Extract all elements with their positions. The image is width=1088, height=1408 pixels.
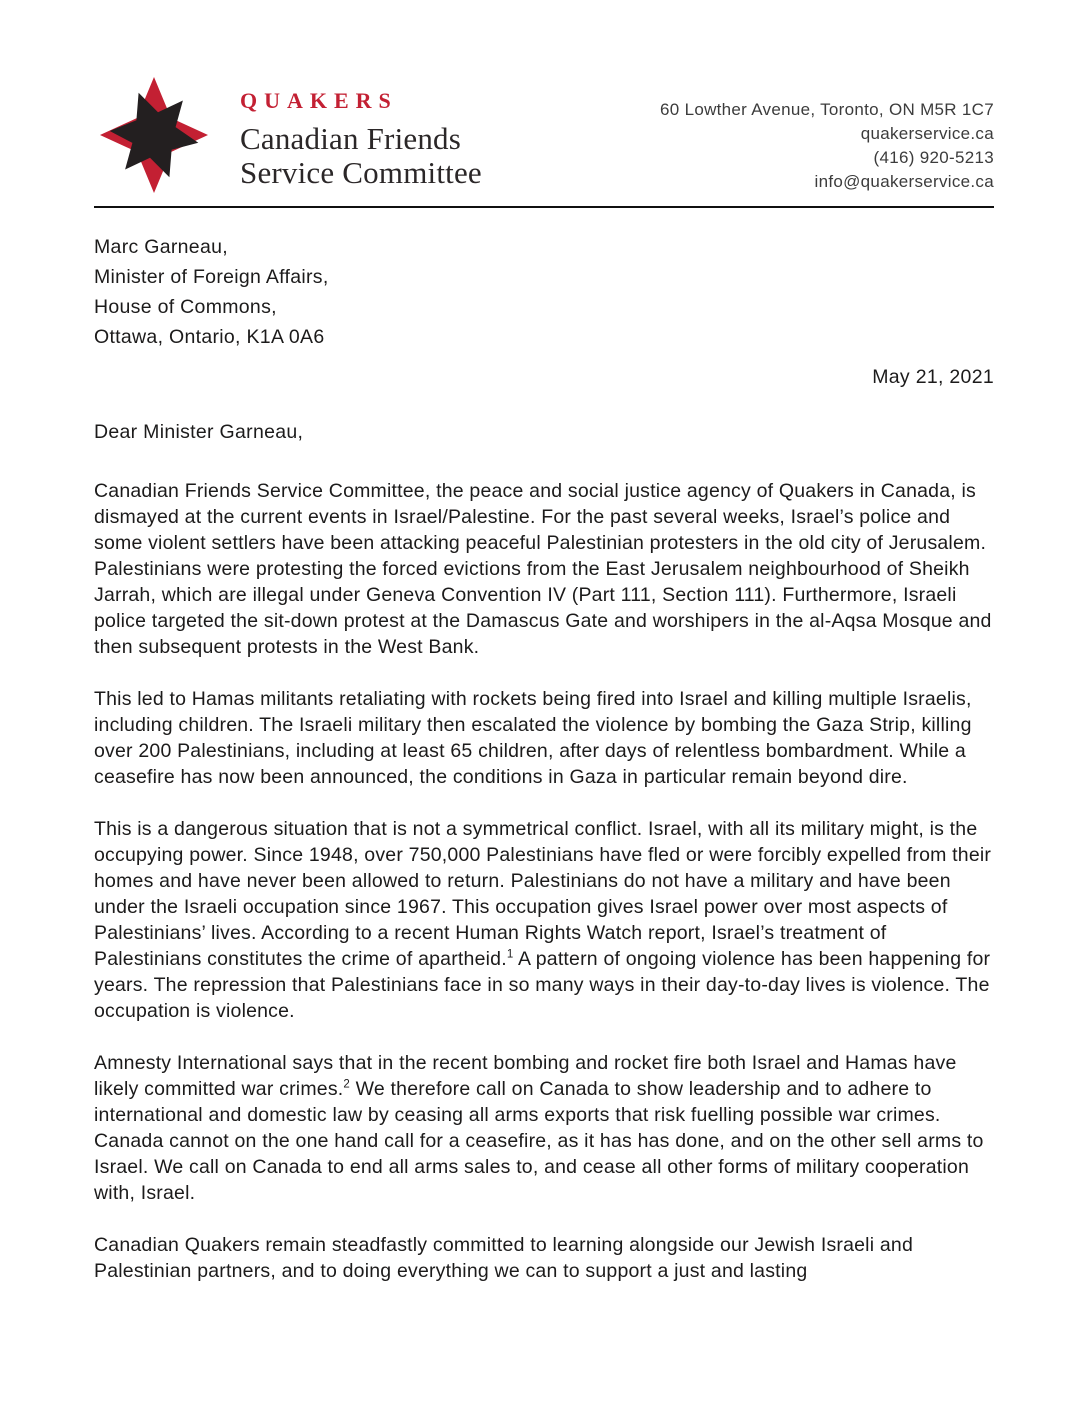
recipient-line: Minister of Foreign Affairs, (94, 266, 329, 288)
salutation: Dear Minister Garneau, (94, 421, 304, 443)
brand-quakers-label: QUAKERS (240, 88, 398, 113)
letterhead (94, 72, 994, 198)
recipient-line: House of Commons, (94, 296, 277, 318)
brand-name-line-2: Service Committee (240, 155, 482, 190)
contact-email: info@quakerservice.ca (814, 172, 994, 191)
brand-block (94, 72, 482, 198)
brand-wordmark (240, 72, 482, 198)
letter-body (94, 478, 996, 1284)
brand-name-line-1: Canadian Friends (240, 121, 462, 156)
recipient-line: Ottawa, Ontario, K1A 0A6 (94, 326, 325, 348)
recipient-line: Marc Garneau, (94, 236, 228, 258)
footnote-marker: 2 (343, 1078, 350, 1091)
header-divider (94, 206, 994, 208)
letter-paragraph: Canadian Quakers remain steadfastly committed to learning alongside our Jewish Israeli and Palestinian partners, and to doing everything we can to support a just and lasting (94, 1234, 914, 1282)
contact-block (660, 72, 994, 194)
letter-paragraph: Amnesty International says that in the recent bombing and rocket fire both Israel and Hamas have likely committed war crimes.$^2$ We therefore call on Canada to show leadership and to adhere to international and domestic law by ceasing all arms exports that risk fuelling possible war crimes. Canada cannot on the one hand call for a ceasefire, as it has has done, and on the other sell arms to Israel. We call on Canada to end all arms sales to, and cease all other forms of military cooperation with, Israel. (94, 1052, 984, 1204)
recipient-block (94, 232, 994, 352)
letter-paragraph: Canadian Friends Service Committee, the peace and social justice agency of Quakers in Canada, is dismayed at the current events in Israel/Palestine. For the past several weeks, Israel’s police and some violent settlers have been attacking peaceful Palestinian protesters in the old city of Jerusalem. Palestinians were protesting the forced evictions from the East Jerusalem neighbourhood of Sheikh Jarrah, which are illegal under Geneva Convention IV (Part 111, Section 111). Furthermore, Israeli police targeted the sit-down protest at the Damascus Gate and worshipers in the al-Aqsa Mosque and then subsequent protests in the West Bank. (94, 480, 992, 658)
contact-phone: (416) 920-5213 (873, 148, 994, 167)
contact-street-address: 60 Lowther Avenue, Toronto, ON M5R 1C7 (660, 100, 994, 119)
contact-website: quakerservice.ca (860, 124, 994, 143)
letter-paragraph: This led to Hamas militants retaliating with rockets being fired into Israel and killing multiple Israelis, including children. The Israeli military then escalated the violence by bombing the Gaza Strip, killing over 200 Palestinians, including at least 65 children, after days of relentless bombardment. While a ceasefire has now been announced, the conditions in Gaza in particular remain beyond dire. (94, 688, 972, 788)
letter-paragraph: This is a dangerous situation that is not a symmetrical conflict. Israel, with all its military might, is the occupying power. Since 1948, over 750,000 Palestinians have fled or were forcibly expelled from their homes and have never been allowed to return. Palestinians do not have a military and have been under the Israeli occupation since 1967. This occupation gives Israel power over most aspects of Palestinians’ lives. According to a recent Human Rights Watch report, Israel’s treatment of Palestinians constitutes the crime of apartheid.$^1$ A pattern of ongoing violence has been happening for years. The repression that Palestinians face in so many ways in their day-to-day lives is violence. The occupation is violence. (94, 818, 992, 1022)
letter-date: May 21, 2021 (872, 366, 994, 388)
quaker-star-logo (94, 72, 214, 198)
footnote-marker: 1 (506, 948, 514, 961)
